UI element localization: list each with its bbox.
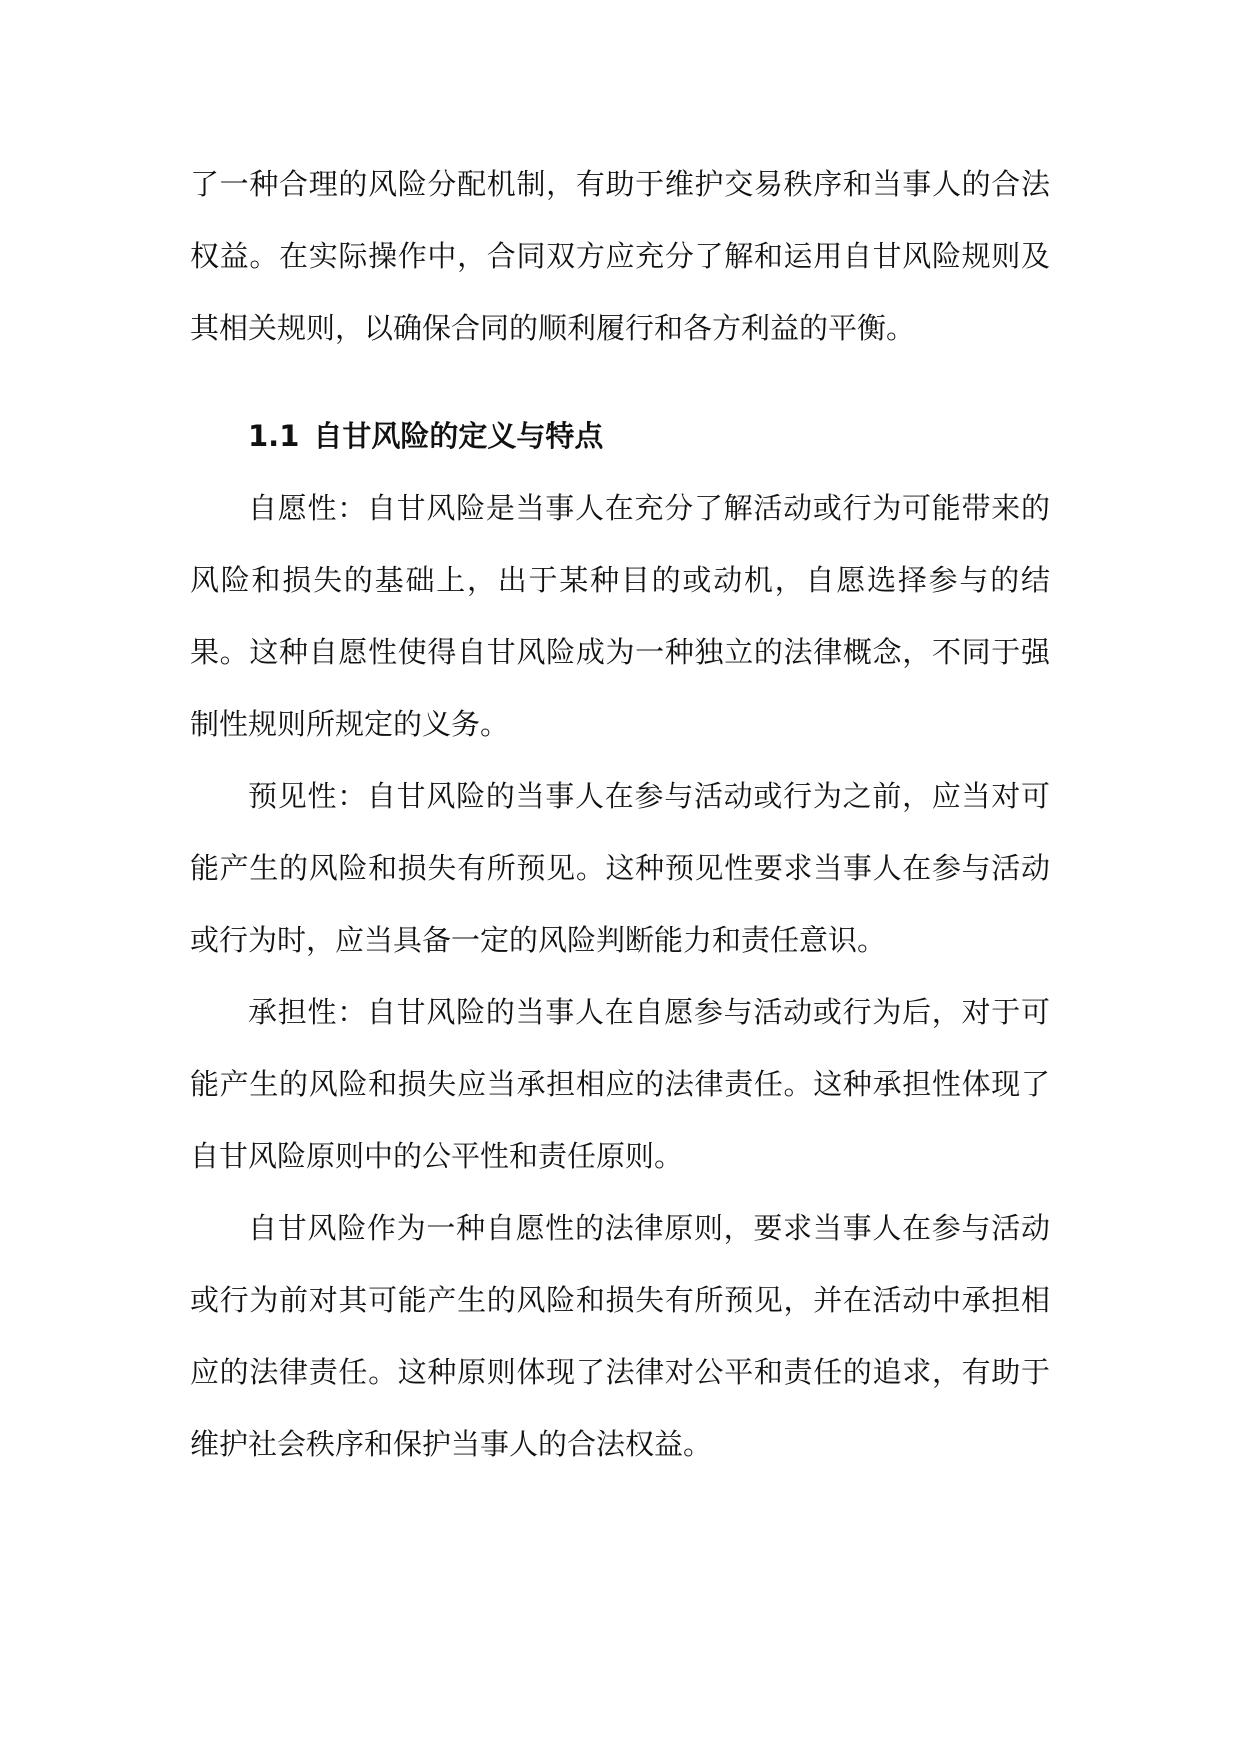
paragraph-assumption: 承担性：自甘风险的当事人在自愿参与活动或行为后，对于可能产生的风险和损失应当承担相应的法律责任。这种承担性体现了自甘风险原则中的公平性和责任原则。 [190, 995, 1050, 1173]
paragraph-voluntariness: 自愿性：自甘风险是当事人在充分了解活动或行为可能带来的风险和损失的基础上，出于某种目的或动机，自愿选择参与的结果。这种自愿性使得自甘风险成为一种独立的法律概念，不同于强制性规则所规定的义务。 [190, 491, 1050, 741]
section-heading [190, 400, 1050, 472]
document-body [190, 148, 1050, 1480]
section-number: 1.1 [248, 419, 300, 453]
section-title: 自甘风险的定义与特点 [313, 419, 604, 453]
paragraph-summary: 自甘风险作为一种自愿性的法律原则，要求当事人在参与活动或行为前对其可能产生的风险和损失有所预见，并在活动中承担相应的法律责任。这种原则体现了法律对公平和责任的追求，有助于维护社会秩序和保护当事人的合法权益。 [190, 1211, 1050, 1461]
continued-paragraph: 了一种合理的风险分配机制，有助于维护交易秩序和当事人的合法权益。在实际操作中，合同双方应充分了解和运用自甘风险规则及其相关规则，以确保合同的顺利履行和各方利益的平衡。 [190, 167, 1050, 345]
paragraph-foreseeability: 预见性：自甘风险的当事人在参与活动或行为之前，应当对可能产生的风险和损失有所预见。这种预见性要求当事人在参与活动或行为时，应当具备一定的风险判断能力和责任意识。 [190, 779, 1050, 957]
